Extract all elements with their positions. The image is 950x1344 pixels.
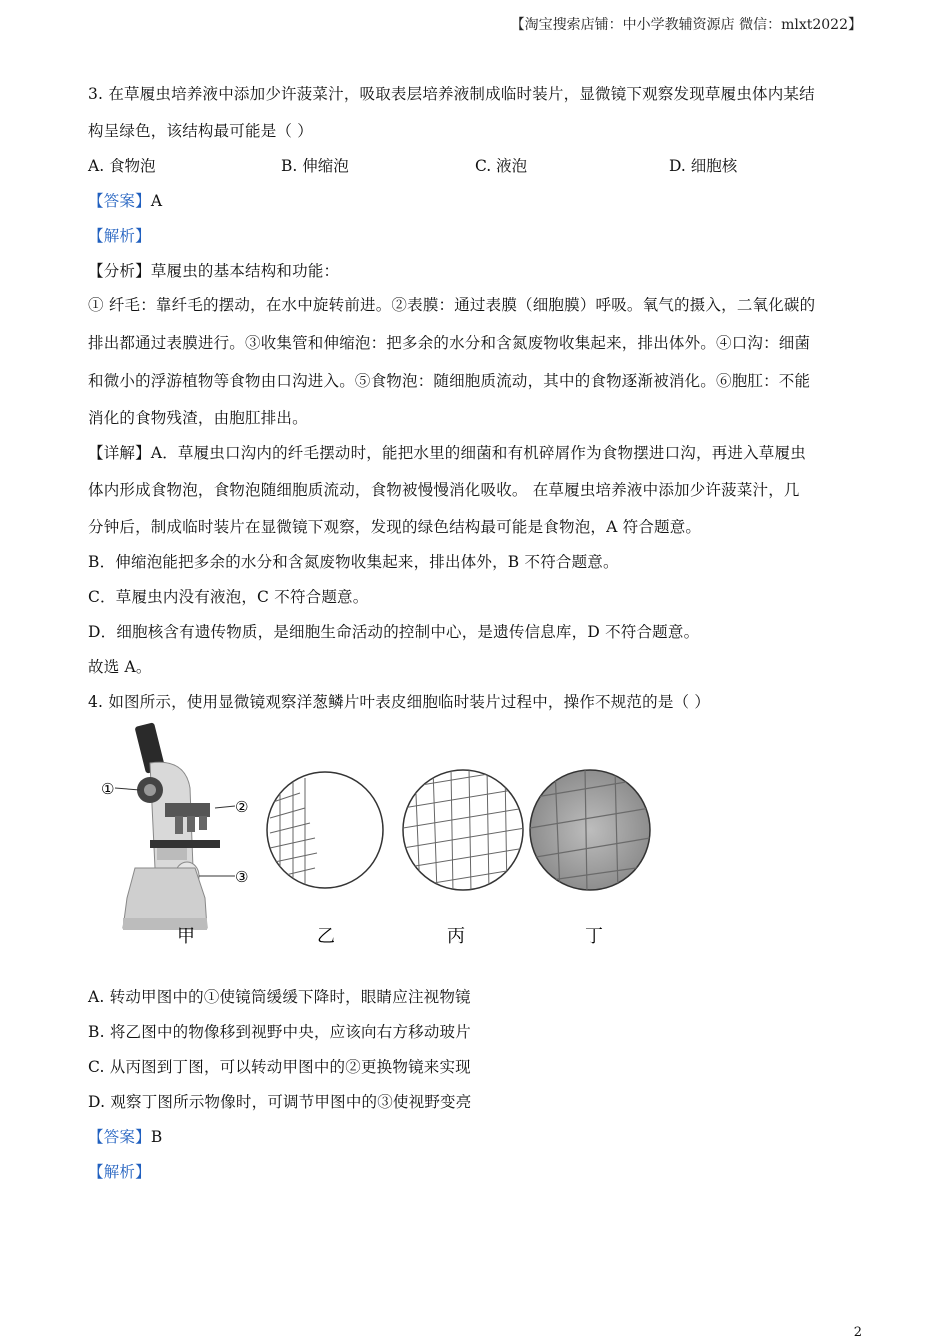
answer-value: B <box>150 1128 163 1146</box>
q3-option-b: B. 伸缩泡 <box>281 157 349 175</box>
microscope-jia <box>115 722 235 930</box>
marker-2: ② <box>235 798 249 816</box>
q3-detail-line: B．伸缩泡能把多余的水分和含氮废物收集起来，排出体外，B 不符合题意。 <box>88 553 619 571</box>
marker-3: ③ <box>235 868 249 886</box>
q4-stem: 4. 如图所示，使用显微镜观察洋葱鳞片叶表皮细胞临时装片过程中，操作不规范的是（ ） <box>88 693 711 711</box>
q3-detail-line: C．草履虫内没有液泡，C 不符合题意。 <box>88 588 369 606</box>
q3-detail-line: 分钟后，制成临时装片在显微镜下观察，发现的绿色结构最可能是食物泡，A 符合题意。 <box>88 518 702 536</box>
q3-option-d: D. 细胞核 <box>669 157 738 175</box>
marker-1: ① <box>101 780 115 798</box>
page-number: 2 <box>853 1325 862 1340</box>
detail-tag: 【详解】 <box>88 444 151 462</box>
fenxi-tag: 【分析】 <box>88 262 151 280</box>
fenxi-text: 草履虫的基本结构和功能： <box>150 262 340 280</box>
figure-svg <box>95 718 665 953</box>
q3-detail-line: D．细胞核含有遗传物质，是细胞生命活动的控制中心，是遗传信息库，D 不符合题意。 <box>88 623 700 641</box>
answer-tag: 【答案】 <box>88 192 151 210</box>
detail-text: A．草履虫口沟内的纤毛摆动时，能把水里的细菌和有机碎屑作为食物摆进口沟，再进入草履虫 <box>150 444 806 462</box>
q3-body-line: ① 纤毛：靠纤毛的摆动，在水中旋转前进。②表膜：通过表膜（细胞膜）呼吸。氧气的摄入，二氧化碳的 <box>88 296 816 314</box>
view-ding <box>530 768 650 893</box>
q3-conclusion: 故选 A。 <box>88 658 152 676</box>
label-yi: 乙 <box>317 926 335 947</box>
q3-option-a: A. 食物泡 <box>88 157 156 175</box>
q3-fenxi <box>88 259 339 281</box>
page-header: 【淘宝搜索店铺：中小学教辅资源店 微信：mlxt2022】 <box>510 17 862 33</box>
label-ding: 丁 <box>585 926 603 947</box>
microscope-figure <box>95 718 665 957</box>
q3-body-line: 和微小的浮游植物等食物由口沟进入。⑤食物泡：随细胞质流动，其中的食物逐渐被消化。⑥胞肛：不能 <box>88 372 811 390</box>
q3-detail-line: 体内形成食物泡，食物泡随细胞质流动，食物被慢慢消化吸收。 在草履虫培养液中添加少许菠菜汁，几 <box>88 481 800 499</box>
q3-answer <box>88 189 162 211</box>
q3-stem-line1: 3. 在草履虫培养液中添加少许菠菜汁，吸取表层培养液制成临时装片，显微镜下观察发现草履虫体内某结 <box>88 85 815 103</box>
q4-answer <box>88 1125 162 1147</box>
label-bing: 丙 <box>447 926 465 947</box>
view-yi <box>267 772 383 888</box>
answer-tag: 【答案】 <box>88 1128 151 1146</box>
q3-body-line: 排出都通过表膜进行。③收集管和伸缩泡：把多余的水分和含氮废物收集起来，排出体外。④口沟：细菌 <box>88 334 811 352</box>
q3-detail-first <box>88 441 806 463</box>
q3-stem-line2: 构呈绿色，该结构最可能是（ ） <box>88 122 313 140</box>
q3-option-c: C. 液泡 <box>475 157 528 175</box>
view-bing <box>403 768 525 893</box>
q4-option-b: B. 将乙图中的物像移到视野中央，应该向右方移动玻片 <box>88 1023 471 1041</box>
q4-option-a: A. 转动甲图中的①使镜筒缓缓下降时，眼睛应注视物镜 <box>88 988 471 1006</box>
q4-option-d: D. 观察丁图所示物像时，可调节甲图中的③使视野变亮 <box>88 1093 472 1111</box>
q3-analysis-tag: 【解析】 <box>88 227 151 245</box>
answer-value: A <box>150 192 163 210</box>
q4-analysis-tag: 【解析】 <box>88 1163 151 1181</box>
q4-option-c: C. 从丙图到丁图，可以转动甲图中的②更换物镜来实现 <box>88 1058 471 1076</box>
label-jia: 甲 <box>177 926 195 947</box>
q3-body-line: 消化的食物残渣，由胞肛排出。 <box>88 409 308 427</box>
